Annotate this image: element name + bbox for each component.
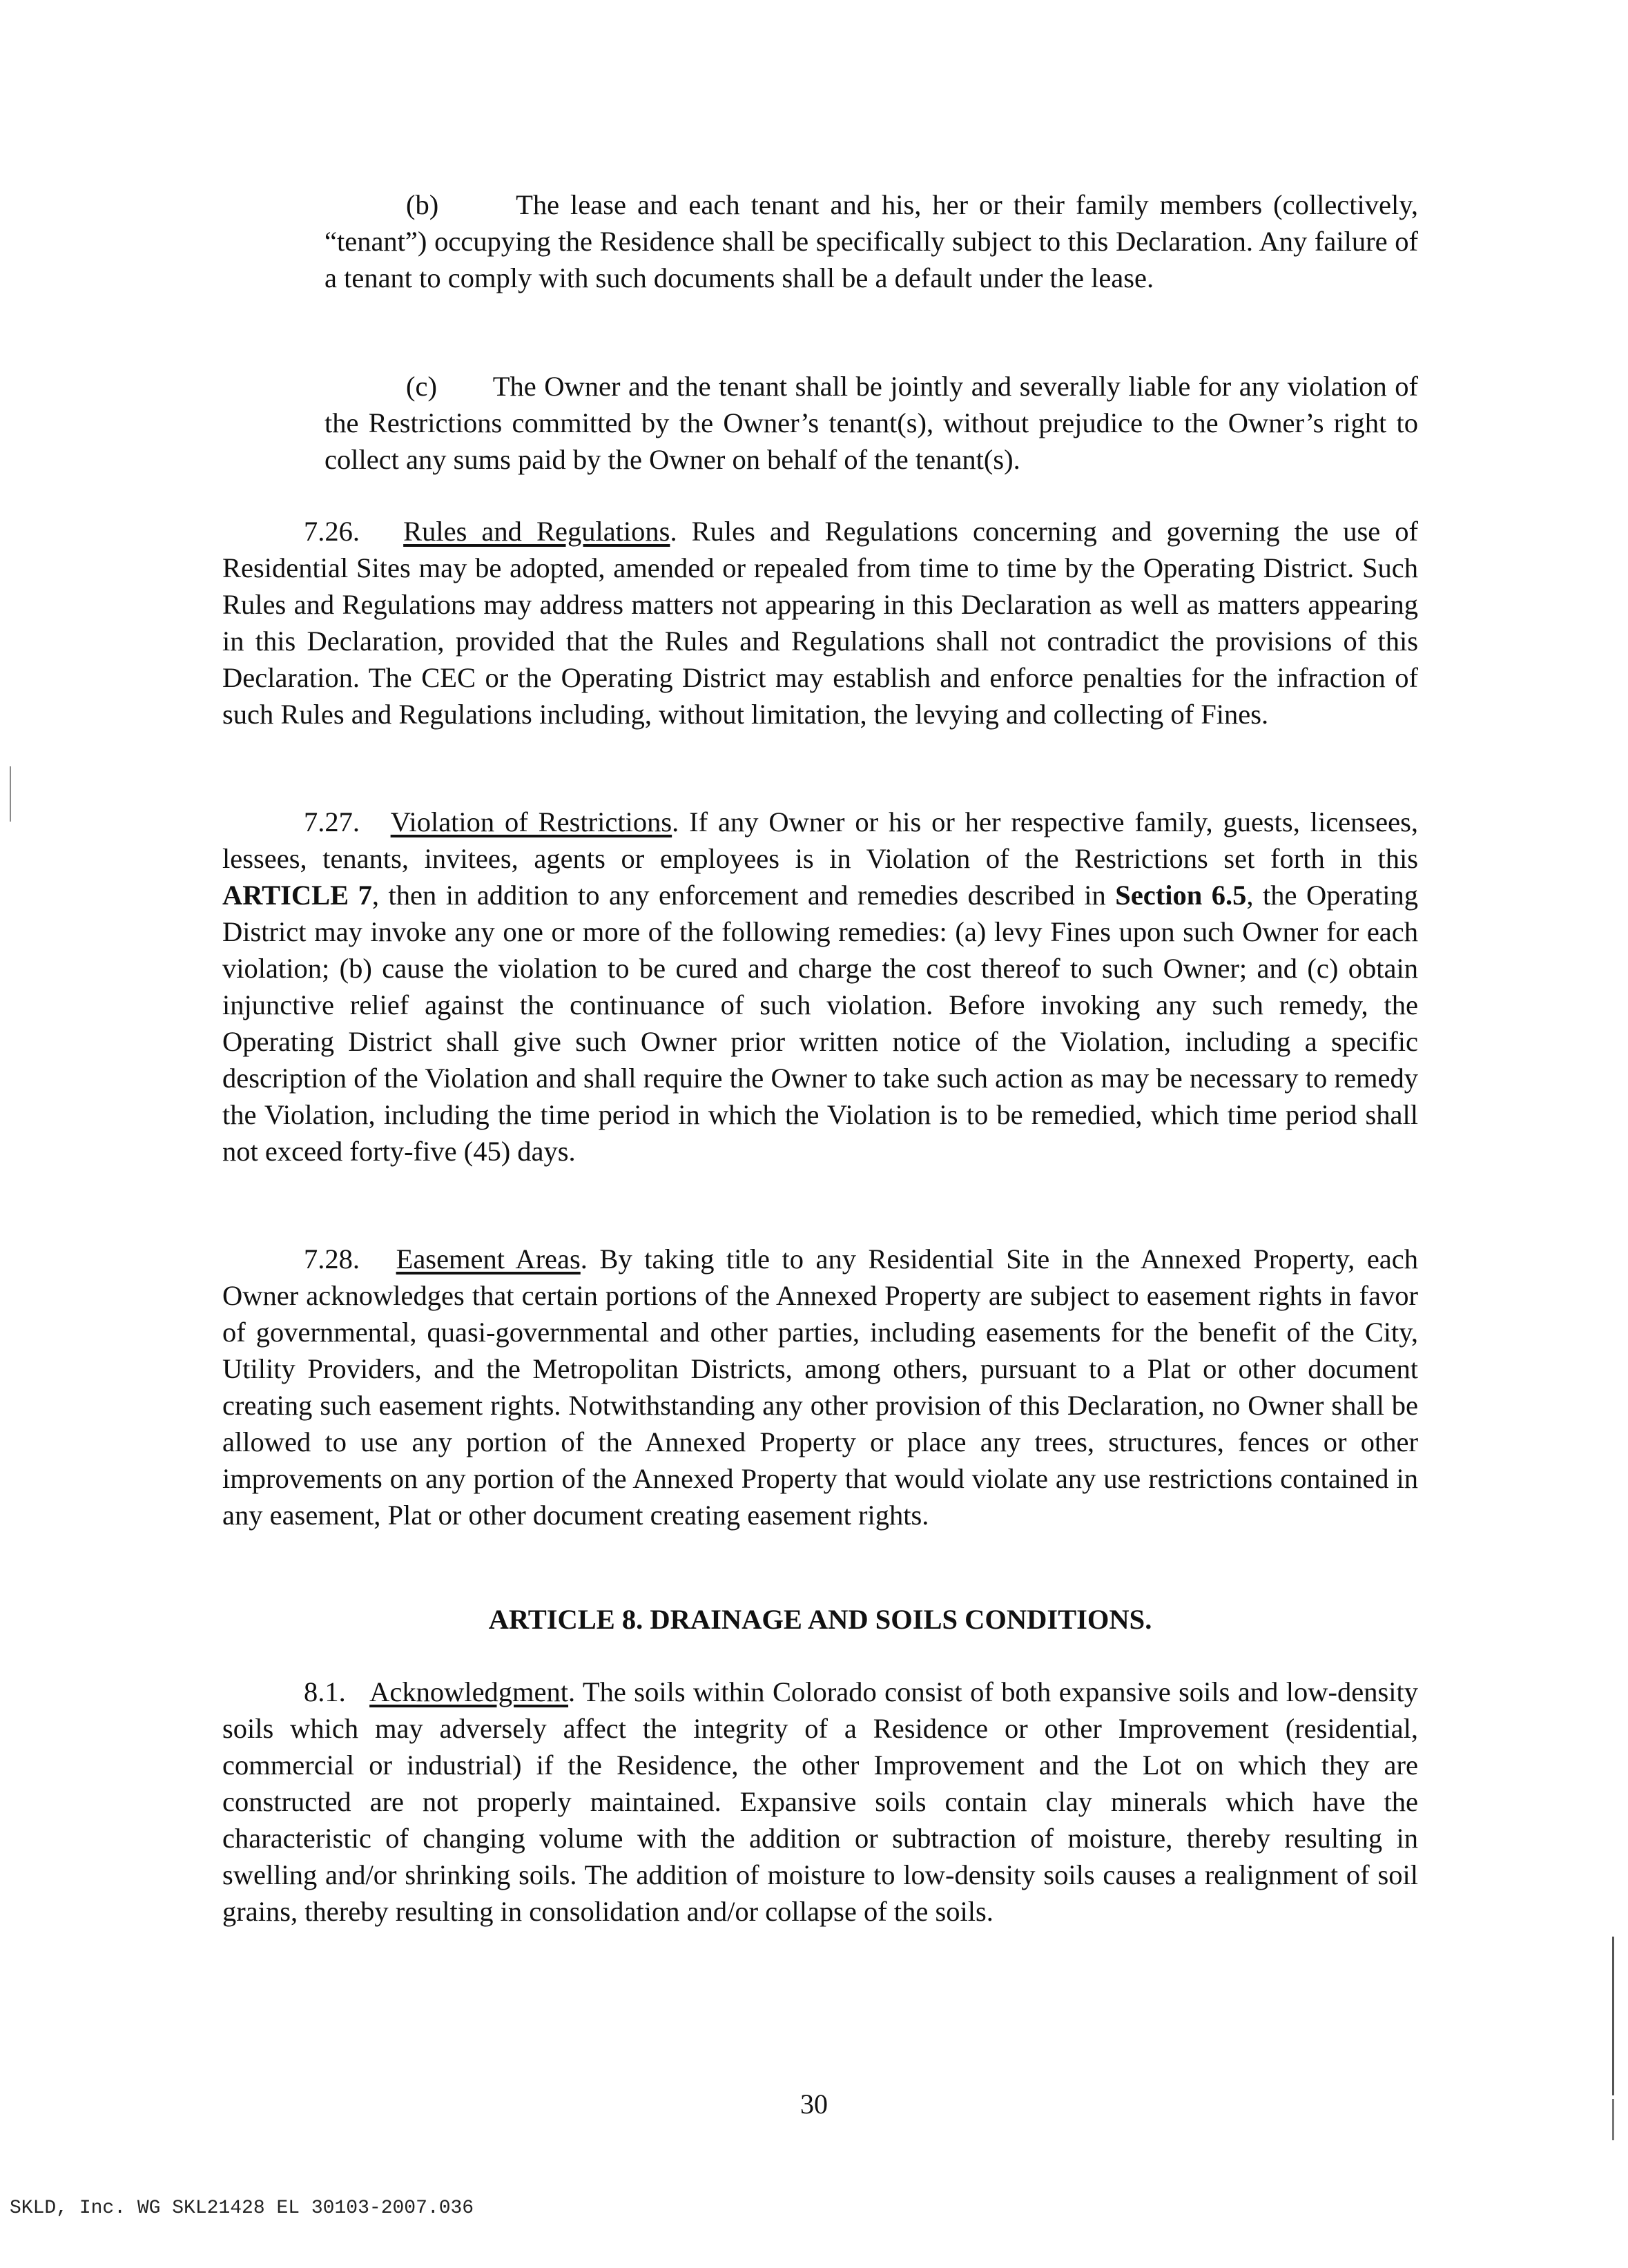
section-8-1-text: . The soils within Colorado consist of both expansive soils and low-density soils which may adversely affect the integrity of a Residence or other Improvement (residential, commercial or industrial) if the Residence, the other Improvement and the Lot on which they are constructed are not properly maintained. Expansive soils contain clay minerals which have the characteristic of changing volume with the addition or subtraction of moisture, thereby resulting in swelling and/or shrinking soils. The addition of moisture to low-density soils causes a realignment of soil grains, thereby resulting in consolidation and/or collapse of the soils.: [222, 1676, 1419, 1927]
section-7-26-text: . Rules and Regulations concerning and governing the use of Residential Sites may be adopted, amended or repealed from time to time by the Operating District. Such Rules and Regulations may address matters not appearing in this Declaration as well as matters appearing in this Declaration, provided that the Rules and Regulations shall not contradict the provisions of this Declaration. The CEC or the Operating District may establish and enforce penalties for the infraction of such Rules and Regulations including, without limitation, the levying and collecting of Fines.: [222, 516, 1418, 730]
section-7-26-number: 7.26.: [304, 516, 360, 547]
section-7-26-title: Rules and Regulations: [403, 516, 670, 547]
document-footer: SKLD, Inc. WG SKL21428 EL 30103-2007.036: [10, 2198, 474, 2219]
section-7-27: [222, 804, 1418, 1170]
scan-artifact-right: [1612, 1937, 1614, 2095]
section-7-28-text: . By taking title to any Residential Site in the Annexed Property, each Owner acknowledges that certain portions of the Annexed Property are subject to easement rights in favor of governmental, quasi-governmental and other parties, including easements for the benefit of the City, Utility Providers, and the Metropolitan Districts, among others, pursuant to a Plat or other document creating such easement rights. Notwithstanding any other provision of this Declaration, no Owner shall be allowed to use any portion of the Annexed Property or place any trees, structures, fences or other improvements on any portion of the Annexed Property that would violate any use restrictions contained in any easement, Plat or other document creating easement rights.: [222, 1243, 1419, 1531]
paragraph-b: [324, 186, 1418, 296]
article-7-reference: ARTICLE 7: [222, 880, 372, 911]
scan-artifact-left: [10, 766, 11, 822]
paragraph-c: [324, 368, 1418, 478]
article-8-heading: ARTICLE 8. DRAINAGE AND SOILS CONDITIONS.: [488, 1604, 1152, 1635]
section-7-27-text-2: , then in addition to any enforcement and remedies described in: [371, 880, 1116, 911]
scan-artifact-right-lower: [1612, 2099, 1614, 2140]
page-number: 30: [800, 2088, 828, 2120]
section-8-1-title: Acknowledgment: [369, 1676, 569, 1707]
section-7-27-text-3: , the Operating District may invoke any one or more of the following remedies: (a) levy Fines upon such Owner for each violation; (b) cause the violation to be cured and charge the cost thereof to such Owner; and (c) obtain injunctive relief against the continuance of such violation. Before invoking any such remedy, the Operating District shall give such Owner prior written notice of the Violation, including a specific description of the Violation and shall require the Owner to take such action as may be necessary to remedy the Violation, including the time period in which the Violation is to be remedied, which time period shall not exceed forty-five (45) days.: [222, 880, 1418, 1167]
section-6-5-reference: Section 6.5: [1115, 880, 1247, 911]
paragraph-c-text: The Owner and the tenant shall be jointly and severally liable for any violation of the Restrictions committed by the Owner’s tenant(s), without prejudice to the Owner’s right to collect any sums paid by the Owner on behalf of the tenant(s).: [324, 371, 1419, 475]
section-7-28-title: Easement Areas: [396, 1243, 581, 1274]
section-8-1-number: 8.1.: [304, 1676, 346, 1707]
section-7-27-text-1: . If any Owner or his or her respective family, guests, licensees, lessees, tenants, invitees, agents or employees is in Violation of the Restrictions set forth in this: [222, 806, 1418, 874]
section-7-28-number: 7.28.: [304, 1243, 360, 1274]
section-7-27-title: Violation of Restrictions: [390, 806, 672, 837]
section-7-27-number: 7.27.: [304, 806, 360, 837]
paragraph-b-number: (b): [406, 189, 439, 220]
section-7-28: [222, 1241, 1418, 1533]
section-7-26: [222, 513, 1418, 733]
paragraph-c-number: (c): [406, 371, 437, 402]
paragraph-b-text: The lease and each tenant and his, her or their family members (collectively, “tenant”) occupying the Residence shall be specifically subject to this Declaration. Any failure of a tenant to comply with such documents shall be a default under the lease.: [324, 189, 1418, 293]
section-8-1: [222, 1674, 1418, 1930]
